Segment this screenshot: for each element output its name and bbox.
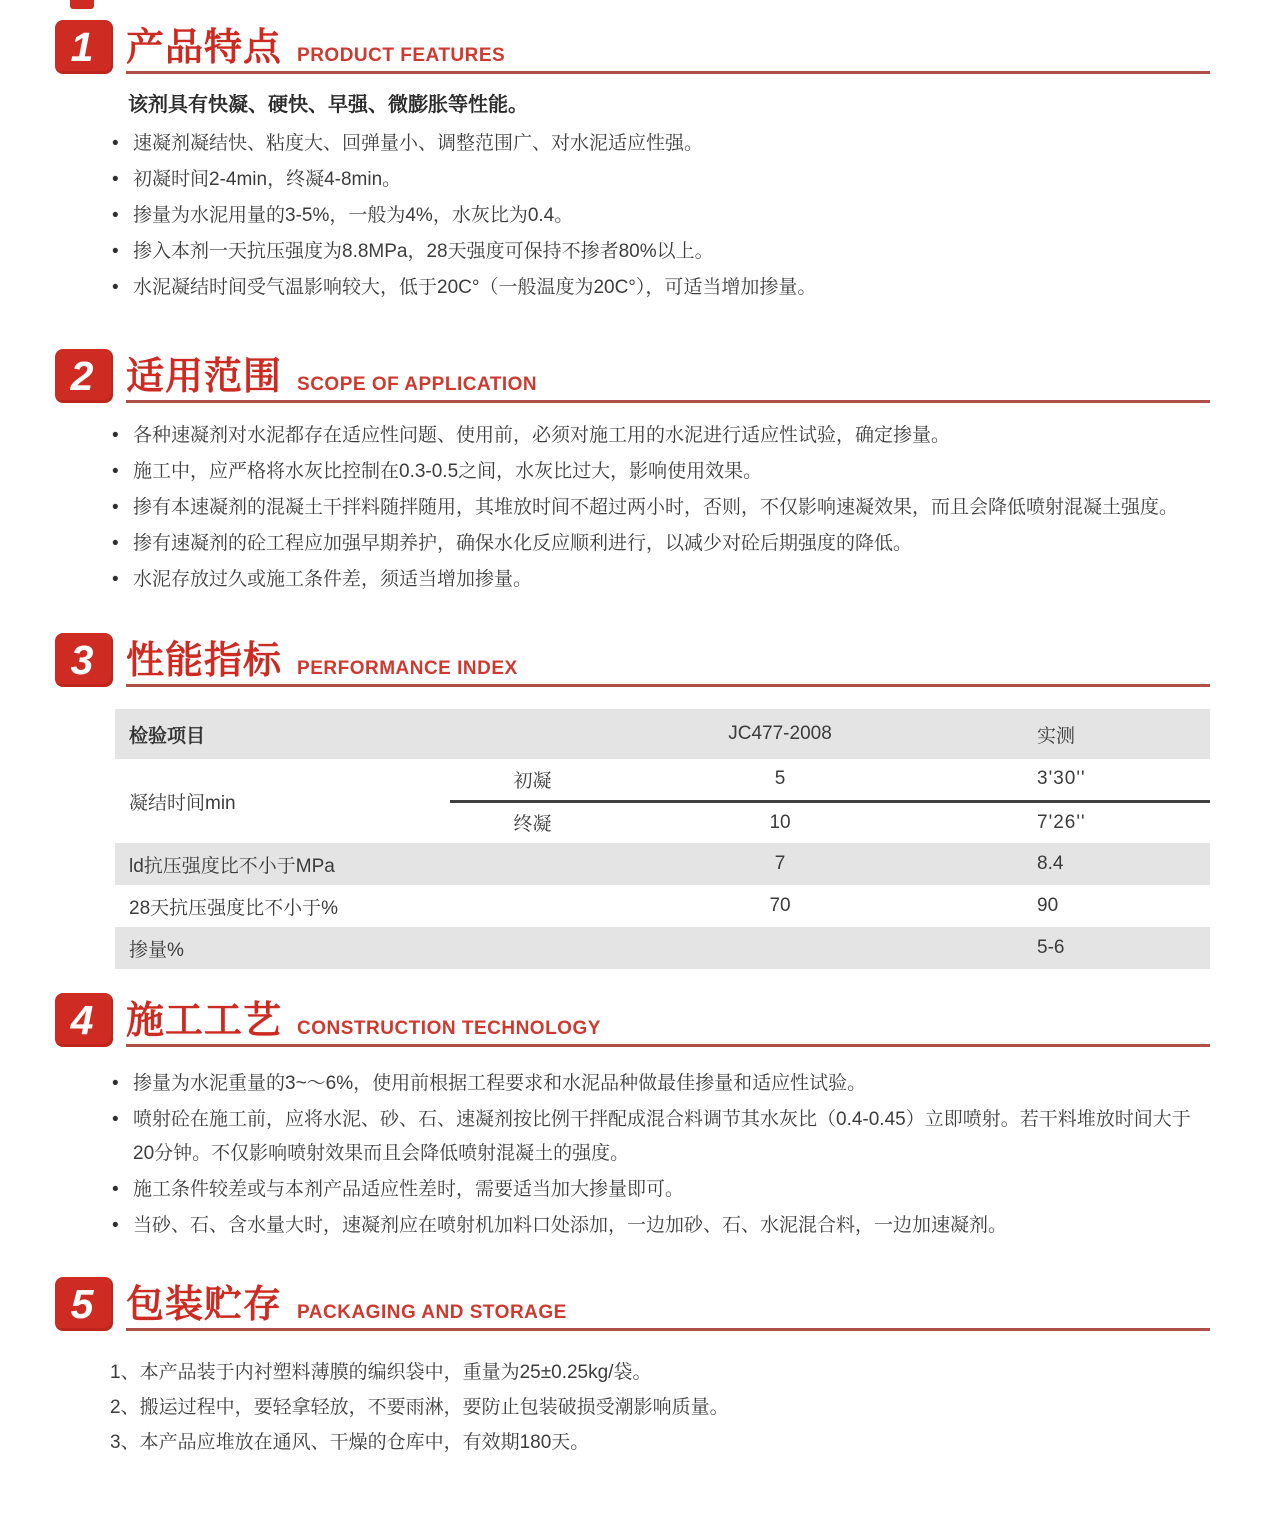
packaging-item: 3、本产品应堆放在通风、干燥的仓库中，有效期180天。 xyxy=(110,1432,590,1453)
feature-bullet: • 掺入本剂一天抗压强度为8.8MPa，28天强度可保持不掺者80%以上。 xyxy=(110,235,1210,269)
section-1-number-badge xyxy=(55,20,113,74)
packaging-item: 1、本产品装于内衬塑料薄膜的编织袋中，重量为25±0.25kg/袋。 xyxy=(110,1362,652,1383)
cell-final-setting-standard: 10 xyxy=(615,801,945,843)
scope-bullet: • 施工中，应严格将水灰比控制在0.3-0.5之间，水灰比过大，影响使用效果。 xyxy=(110,455,1210,489)
table-row-28d-strength xyxy=(115,885,1210,927)
construction-bullet: • 掺量为水泥重量的3~～6%，使用前根据工程要求和水泥品种做最佳掺量和适应性试验。 xyxy=(110,1067,1210,1101)
performance-table xyxy=(115,709,1210,969)
table-row-1d-strength xyxy=(115,843,1210,885)
cell-1d-strength-measured: 8.4 xyxy=(1037,853,1064,874)
section-2-title-row xyxy=(126,349,1210,403)
section-performance-index xyxy=(55,633,1210,969)
red-corner-fragment xyxy=(70,0,94,9)
section-5-title-zh: 包装贮存 xyxy=(126,1284,283,1327)
scope-bullet: • 各种速凝剂对水泥都存在适应性问题、使用前，必须对施工用的水泥进行适应性试验，确定掺量。 xyxy=(110,419,1210,453)
section-2-number: 2 xyxy=(70,352,94,399)
section-4-title-en: CONSTRUCTION TECHNOLOGY xyxy=(297,1018,601,1039)
section-packaging-storage xyxy=(55,1277,1210,1460)
section-1-number: 1 xyxy=(70,23,94,70)
section-scope-of-application xyxy=(55,349,1210,597)
cell-final-setting-measured: 7'26'' xyxy=(945,801,1210,843)
col-header-measured: 实测 xyxy=(1037,725,1076,747)
section-5-title-row xyxy=(126,1277,1210,1331)
cell-dosage-measured: 5-6 xyxy=(1037,937,1065,958)
construction-bullet: • 喷射砼在施工前，应将水泥、砂、石、速凝剂按比例干拌配成混合料调节其水灰比（0.4-0.45）立即喷射。若干料堆放时间大于20分钟。不仅影响喷射效果而且会降低喷射混凝土的强度。 xyxy=(110,1103,1210,1171)
cell-initial-setting-measured: 3'30'' xyxy=(1037,768,1086,790)
section-2-title-en: SCOPE OF APPLICATION xyxy=(297,374,538,395)
cell-28d-strength-measured: 90 xyxy=(1037,895,1059,916)
construction-bullet: • 施工条件较差或与本剂产品适应性差时，需要适当加大掺量即可。 xyxy=(110,1173,1210,1207)
table-row-initial-setting xyxy=(115,759,1210,801)
section-3-header xyxy=(55,633,1210,687)
features-intro: 该剂具有快凝、硬快、早强、微膨胀等性能。 xyxy=(128,94,528,116)
section-2-header xyxy=(55,349,1210,403)
section-5-header xyxy=(55,1277,1210,1331)
cell-dosage-standard xyxy=(615,927,945,969)
construction-bullet: • 当砂、石、含水量大时，速凝剂应在喷射机加料口处添加，一边加砂、石、水泥混合料，一边加速凝剂。 xyxy=(110,1209,1210,1243)
features-bullet-list xyxy=(110,127,1210,305)
packaging-item: 2、搬运过程中，要轻拿轻放，不要雨淋，要防止包装破损受潮影响质量。 xyxy=(110,1397,729,1418)
section-3-number-badge xyxy=(55,633,113,687)
section-3-number: 3 xyxy=(70,636,94,683)
section-2-number-badge xyxy=(55,349,113,403)
section-product-features xyxy=(55,0,1210,305)
section-5-number-badge xyxy=(55,1277,113,1331)
col-header-standard: JC477-2008 xyxy=(728,723,832,744)
section-4-number: 4 xyxy=(70,996,94,1043)
section-construction-technology xyxy=(55,993,1210,1243)
section-4-title-zh: 施工工艺 xyxy=(126,1000,283,1043)
scope-bullet-list xyxy=(110,419,1210,597)
scope-bullet: • 掺有速凝剂的砼工程应加强早期养护，确保水化反应顺利进行，以减少对砼后期强度的降低。 xyxy=(110,527,1210,561)
table-row-dosage xyxy=(115,927,1210,969)
feature-bullet: • 速凝剂凝结快、粘度大、回弹量小、调整范围广、对水泥适应性强。 xyxy=(110,127,1210,161)
section-1-title-zh: 产品特点 xyxy=(126,27,283,70)
cell-initial-setting-standard: 5 xyxy=(774,768,786,790)
section-5-title-en: PACKAGING AND STORAGE xyxy=(297,1302,567,1323)
table-header-row xyxy=(115,709,1210,759)
cell-1d-strength-standard: 7 xyxy=(774,853,786,874)
section-4-title-row xyxy=(126,993,1210,1047)
col-header-item: 检验项目 xyxy=(129,725,206,747)
section-2-title-zh: 适用范围 xyxy=(126,356,283,399)
section-3-title-en: PERFORMANCE INDEX xyxy=(297,658,518,679)
scope-bullet: • 掺有本速凝剂的混凝土干拌料随拌随用，其堆放时间不超过两小时，否则，不仅影响速凝效果，而且会降低喷射混凝土强度。 xyxy=(110,491,1210,525)
cell-initial-setting-name: 初凝 xyxy=(513,770,552,792)
section-1-title-row xyxy=(126,20,1210,74)
section-1-header xyxy=(55,20,1210,74)
feature-bullet: • 初凝时间2-4min，终凝4-8min。 xyxy=(110,163,1210,197)
packaging-item-list xyxy=(110,1355,1210,1460)
cell-1d-strength-label: ld抗压强度比不小于MPa xyxy=(129,855,335,877)
section-3-title-zh: 性能指标 xyxy=(126,640,283,683)
scope-bullet: • 水泥存放过久或施工条件差，须适当增加掺量。 xyxy=(110,563,1210,597)
cell-setting-time-label: 凝结时间min xyxy=(129,792,236,814)
cell-final-setting-name: 终凝 xyxy=(450,801,615,843)
section-5-number: 5 xyxy=(70,1280,94,1327)
feature-bullet: • 水泥凝结时间受气温影响较大，低于20C°（一般温度为20C°），可适当增加掺量。 xyxy=(110,271,1210,305)
cell-dosage-label: 掺量% xyxy=(129,939,184,961)
section-4-header xyxy=(55,993,1210,1047)
section-3-title-row xyxy=(126,633,1210,687)
feature-bullet: • 掺量为水泥用量的3-5%，一般为4%，水灰比为0.4。 xyxy=(110,199,1210,233)
section-1-title-en: PRODUCT FEATURES xyxy=(297,45,506,66)
cell-28d-strength-standard: 70 xyxy=(769,895,791,916)
construction-bullet-list xyxy=(110,1067,1210,1243)
cell-28d-strength-label: 28天抗压强度比不小于% xyxy=(129,897,339,919)
section-4-number-badge xyxy=(55,993,113,1047)
